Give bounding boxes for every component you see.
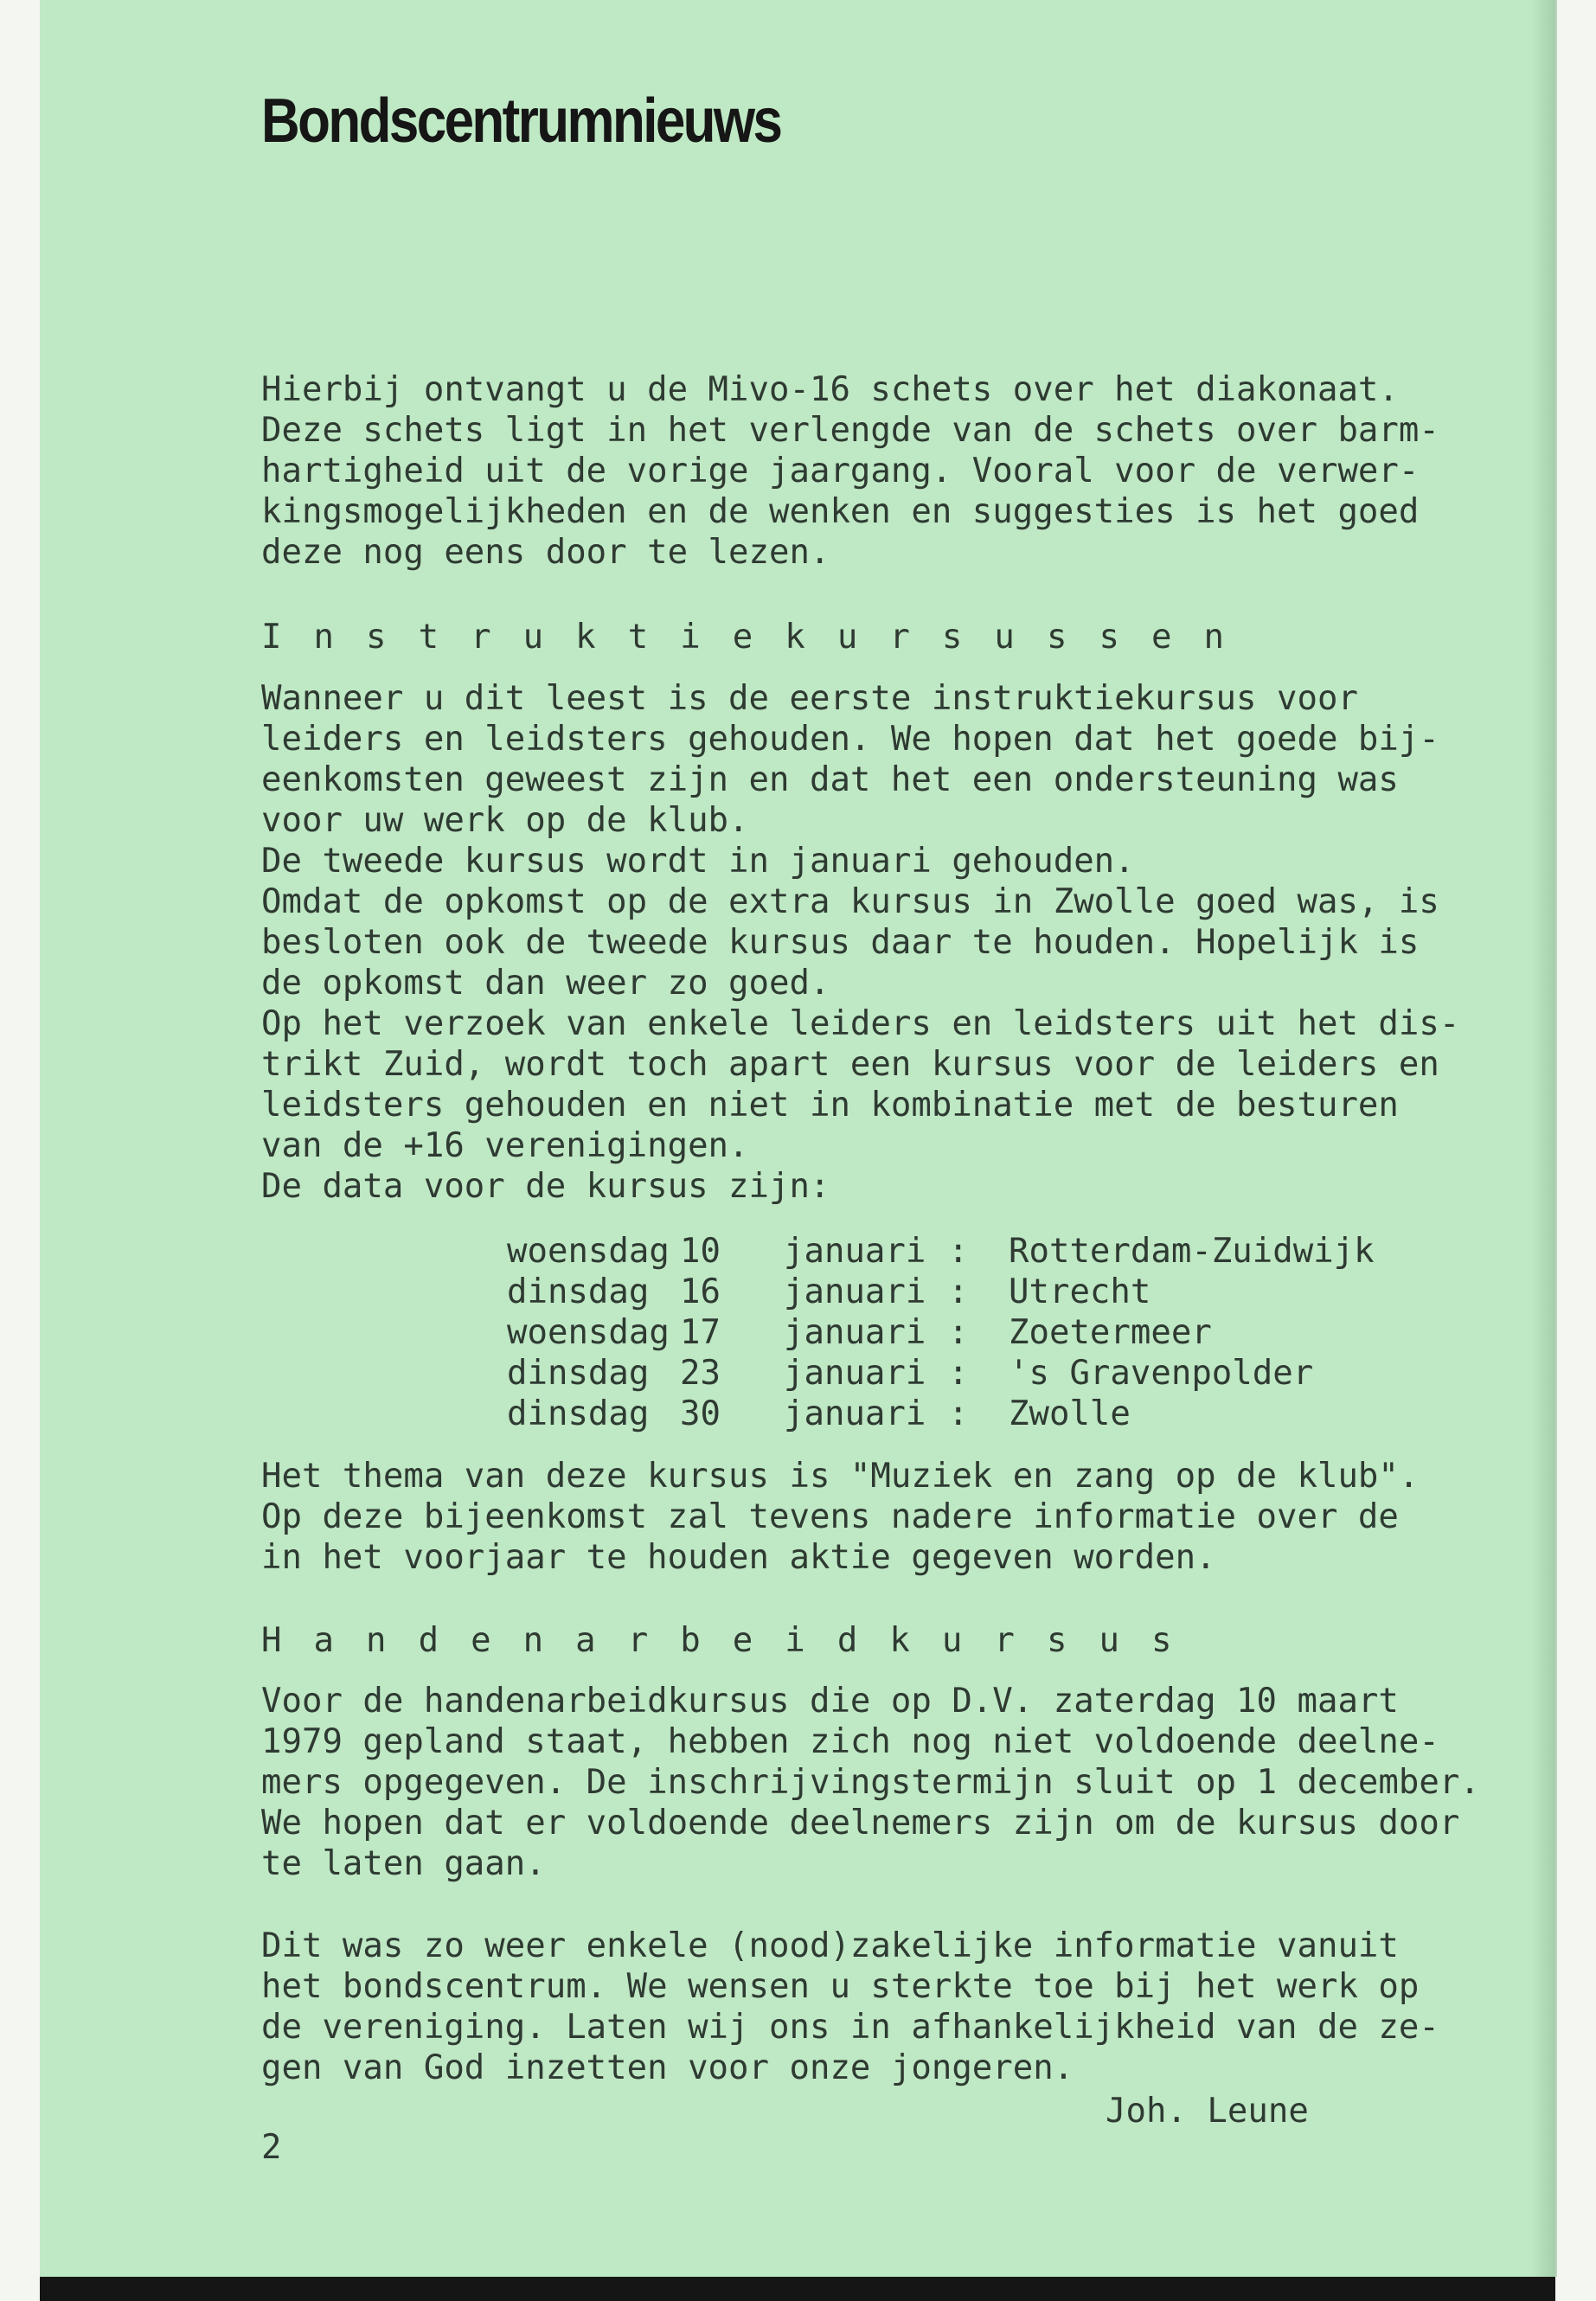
schedule-day: dinsdag xyxy=(507,1394,650,1433)
schedule-day: dinsdag xyxy=(507,1354,650,1393)
schedule-place: 's Gravenpolder xyxy=(1009,1354,1314,1393)
section-heading-instruktiekursussen: Instruktiekursussen xyxy=(261,618,1257,657)
closing-paragraph: Dit was zo weer enkele (nood)zakelijke informatie vanuit het bondscentrum. We wensen u sterkte toe bij het werk op de vereniging. Laten wij ons in afhankelijkheid van de ze- gen van God inzetten voor onze jongeren. xyxy=(261,1926,1439,2087)
schedule-date: 16 xyxy=(680,1272,721,1311)
schedule-separator: : xyxy=(948,1394,969,1433)
document-page xyxy=(40,0,1555,2277)
schedule-month: januari xyxy=(784,1313,926,1352)
schedule-day: woensdag xyxy=(507,1313,670,1352)
schedule-date: 17 xyxy=(680,1313,721,1352)
schedule-place: Utrecht xyxy=(1009,1272,1151,1311)
schedule-date: 10 xyxy=(680,1232,721,1271)
scan-bottom-edge xyxy=(40,2277,1555,2301)
schedule-month: januari xyxy=(784,1232,926,1271)
schedule-row xyxy=(507,1312,1458,1353)
schedule-place: Rotterdam-Zuidwijk xyxy=(1009,1232,1375,1271)
page-edge-shadow xyxy=(1531,0,1557,2277)
intro-paragraph: Hierbij ontvangt u de Mivo-16 schets over het diakonaat. Deze schets ligt in het verlengde van de schets over barm- hartigheid uit de vorige jaargang. Vooral voor de verwer- kingsmogelijkheden en de wenken en suggesties is het goed deze nog eens door te lezen. xyxy=(261,370,1439,572)
schedule-month: januari xyxy=(784,1394,926,1433)
instruktiekursussen-paragraph: Wanneer u dit leest is de eerste instruktiekursus voor leiders en leidsters gehouden. We hopen dat het goede bij- eenkomsten geweest zijn en dat het een ondersteuning was voor uw werk op de klub. De tweede kursus wordt in januari gehouden. Omdat de opkomst op de extra kursus in Zwolle goed was, is besloten ook de tweede kursus daar te houden. Hopelijk is de opkomst dan weer zo goed. Op het verzoek van enkele leiders en leidsters uit het dis- trikt Zuid, wordt toch apart een kursus voor de leiders en leidsters gehouden en niet in kombinatie met de besturen van de +16 verenigingen. De data voor de kursus zijn: xyxy=(261,679,1460,1206)
thema-paragraph: Het thema van deze kursus is "Muziek en zang op de klub". Op deze bijeenkomst zal tevens nadere informatie over de in het voorjaar te houden aktie gegeven worden. xyxy=(261,1457,1420,1577)
schedule-row xyxy=(507,1394,1458,1434)
schedule-row xyxy=(507,1353,1458,1394)
schedule-separator: : xyxy=(948,1272,969,1311)
course-schedule xyxy=(507,1231,1458,1434)
schedule-month: januari xyxy=(784,1354,926,1393)
schedule-day: dinsdag xyxy=(507,1272,650,1311)
handenarbeidkursus-paragraph: Voor de handenarbeidkursus die op D.V. zaterdag 10 maart 1979 gepland staat, hebben zich nog niet voldoende deelne- mers opgegeven. De inschrijvingstermijn sluit op 1 december. We hopen dat er voldoende deelnemers zijn om de kursus door te laten gaan. xyxy=(261,1682,1480,1883)
schedule-separator: : xyxy=(948,1232,969,1271)
schedule-place: Zoetermeer xyxy=(1009,1313,1212,1352)
page-title: Bondscentrumnieuws xyxy=(261,87,781,156)
schedule-date: 30 xyxy=(680,1394,721,1433)
schedule-separator: : xyxy=(948,1354,969,1393)
schedule-row xyxy=(507,1231,1458,1272)
page-number: 2 xyxy=(261,2128,282,2167)
schedule-separator: : xyxy=(948,1313,969,1352)
schedule-place: Zwolle xyxy=(1009,1394,1131,1433)
schedule-date: 23 xyxy=(680,1354,721,1393)
schedule-row xyxy=(507,1272,1458,1312)
signature: Joh. Leune xyxy=(1106,2092,1309,2131)
schedule-month: januari xyxy=(784,1272,926,1311)
section-heading-handenarbeidkursus: Handenarbeidkursus xyxy=(261,1621,1204,1660)
schedule-day: woensdag xyxy=(507,1232,670,1271)
